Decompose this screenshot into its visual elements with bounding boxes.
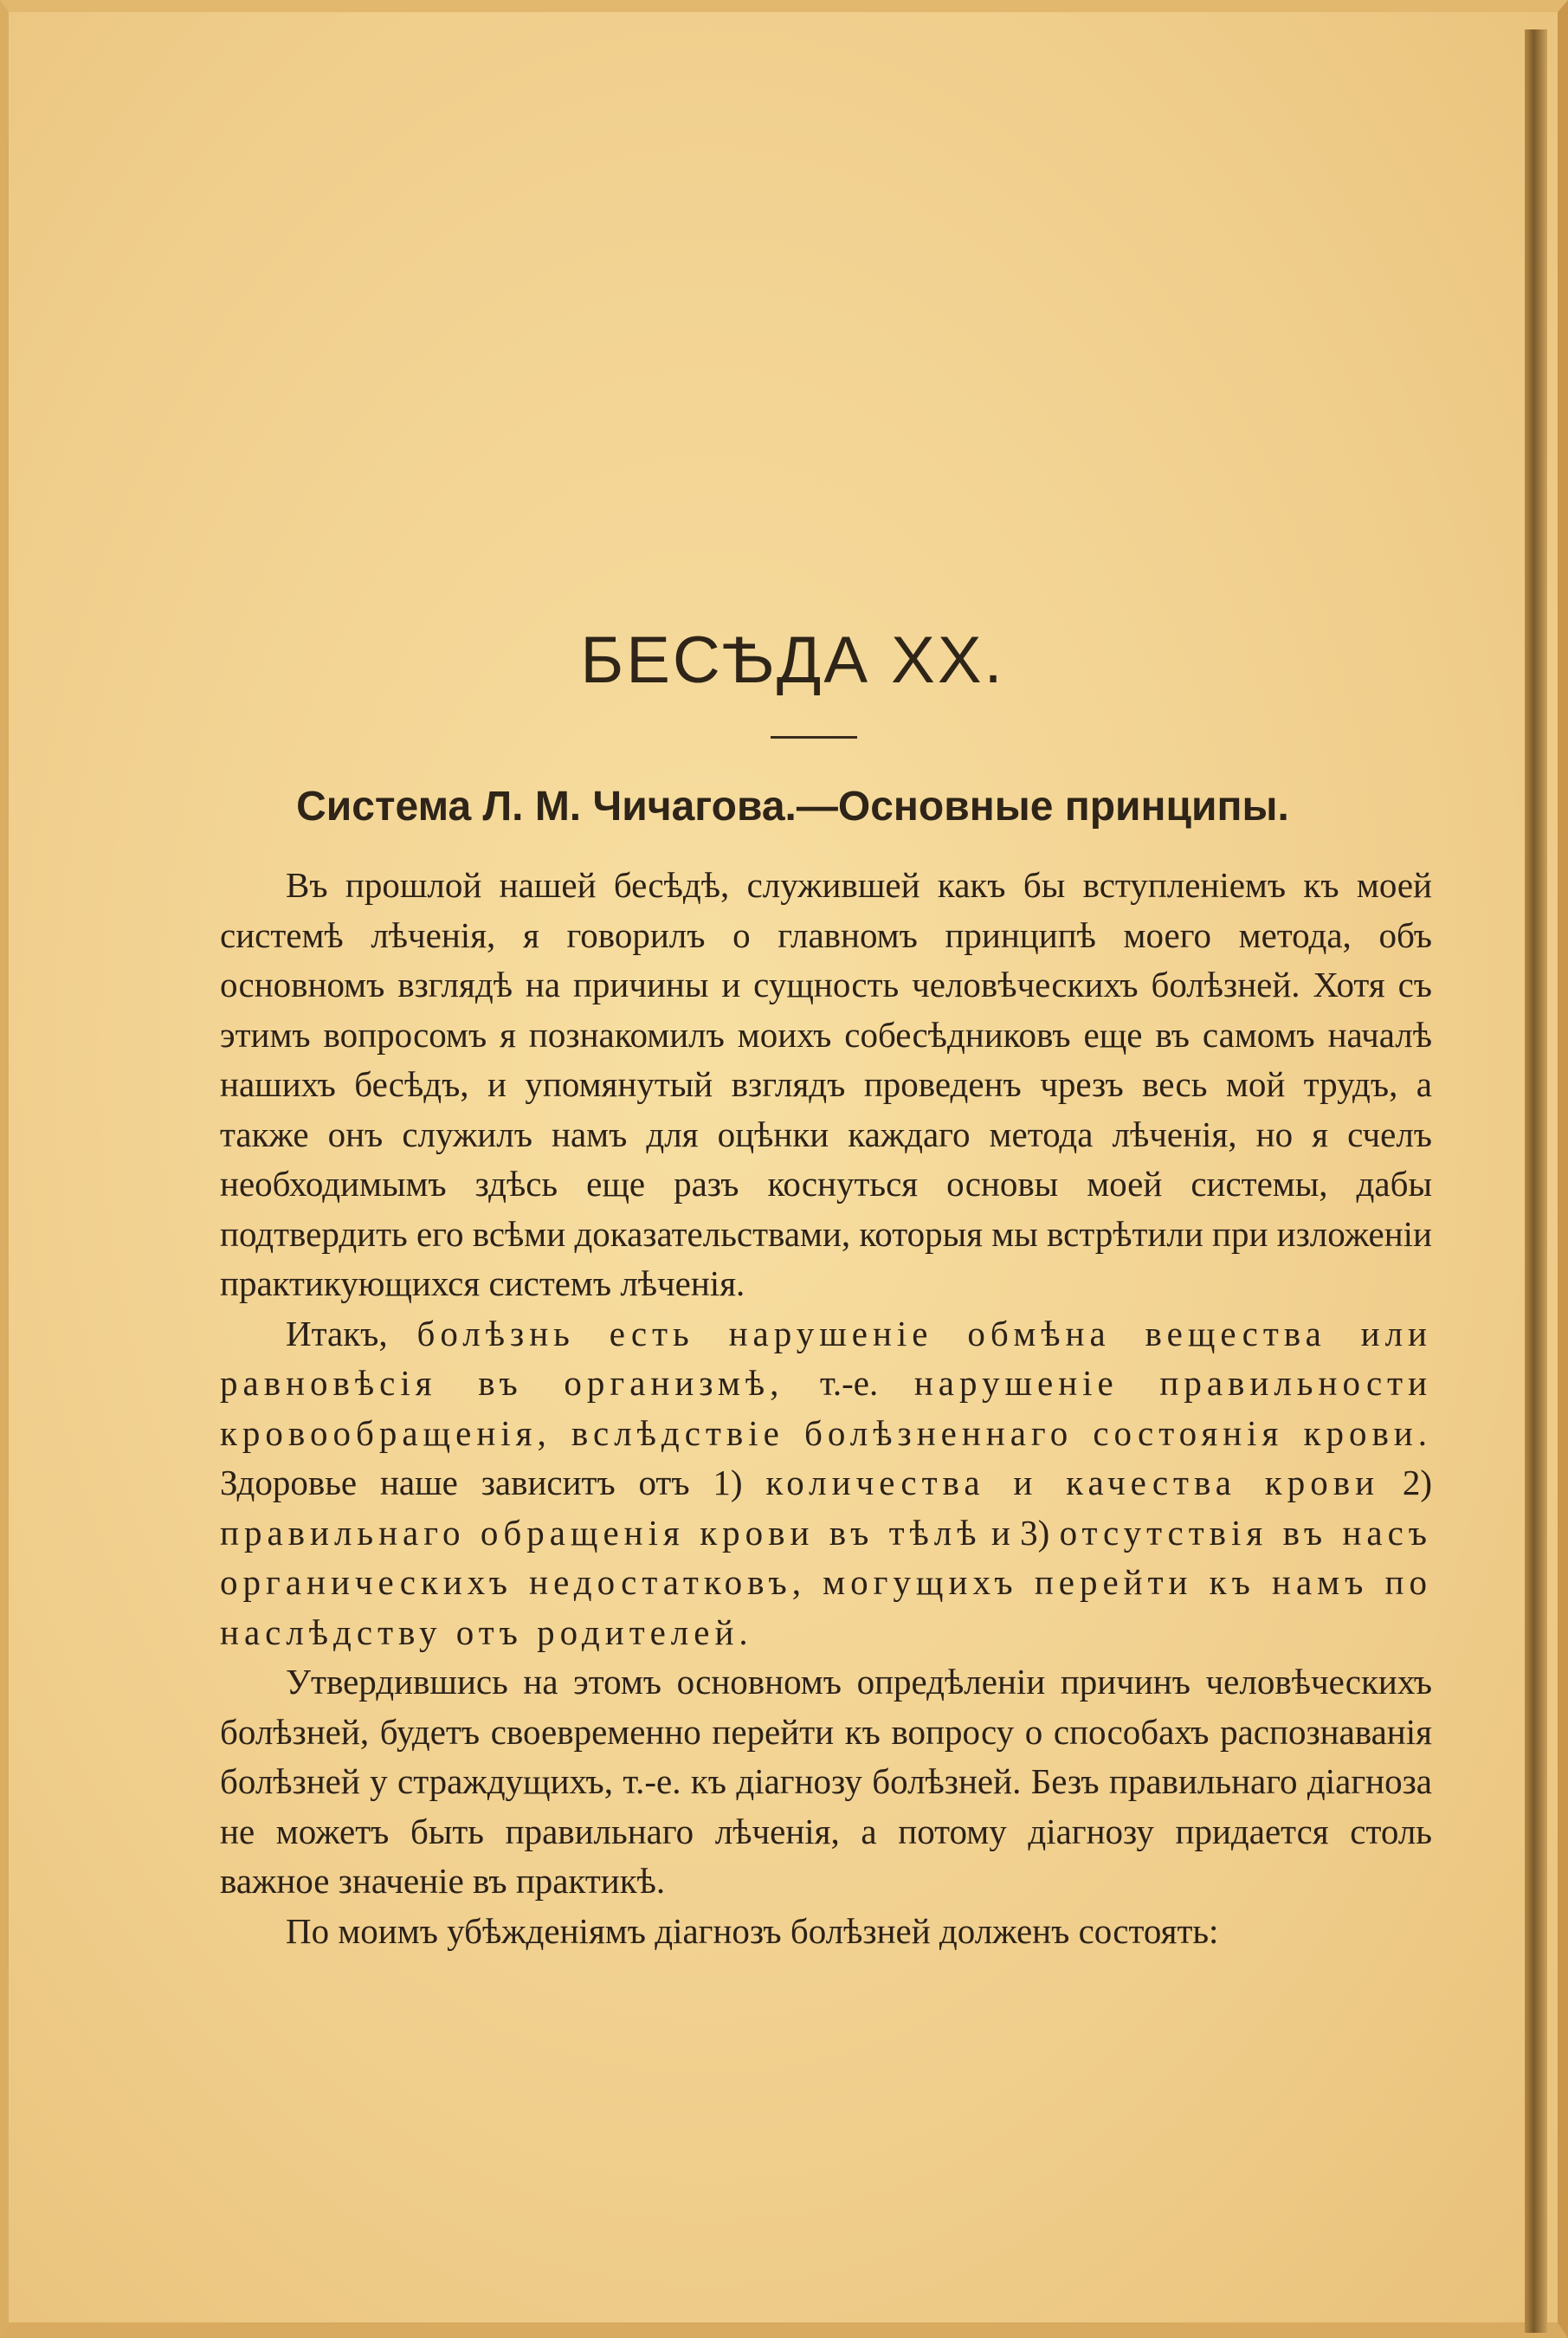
spaced-factor-3: отсутствія въ насъ органическихъ недостатковъ, могущихъ перейти къ намъ по наслѣдству отъ родителей.: [220, 1512, 1432, 1652]
paragraph-2-mid2: Здоровье наше зависитъ отъ 1): [220, 1463, 766, 1502]
paragraph-2-mid3: 2): [1379, 1463, 1432, 1502]
spaced-definition: болѣзнь есть нарушеніе обмѣна вещества или равновѣсія въ организмѣ,: [220, 1313, 1432, 1403]
spaced-definition-2: нарушеніе правильности кровообращенія, вслѣдствіе болѣзненнаго состоянія крови.: [220, 1363, 1433, 1453]
spaced-factor-1: количества и качества крови: [765, 1463, 1380, 1502]
paragraph-2-intro: Итакъ,: [286, 1313, 417, 1353]
spaced-factor-2: правильнаго обращенія крови въ тѣлѣ: [220, 1512, 982, 1553]
paragraph-1: Въ прошлой нашей бесѣдѣ, служившей какъ бы вступленіемъ къ моей системѣ лѣченія, я говорилъ о главномъ принципѣ моего метода, объ основномъ взглядѣ на причины и сущность человѣческихъ болѣзней. Хотя съ этимъ вопросомъ я познакомилъ моихъ собесѣдниковъ еще въ самомъ началѣ нашихъ бесѣдъ, и упомянутый взглядъ проведенъ чрезъ весь мой трудъ, а также онъ служилъ намъ для оцѣнки каждаго метода лѣченія, но я счелъ необходимымъ здѣсь еще разъ коснуться основы моей системы, дабы подтвердить его всѣми доказательствами, которыя мы встрѣтили при изложеніи практикующихся системъ лѣченія.: [220, 865, 1432, 1303]
paragraph-2-mid: т.-е.: [784, 1363, 914, 1403]
chapter-title: БЕСѢДА XX.: [580, 623, 1005, 697]
title-divider: [771, 736, 857, 739]
paragraph-4: По моимъ убѣжденіямъ діагнозъ болѣзней долженъ состоять:: [286, 1910, 1219, 1951]
paragraph-2-mid4: и 3): [981, 1512, 1060, 1553]
chapter-body: [220, 861, 1432, 1956]
paragraph-2: [220, 1309, 1432, 1658]
book-spine: [1525, 29, 1547, 2333]
chapter-subtitle: Система Л. М. Чичагова.—Основные принципы.: [296, 784, 1289, 830]
paragraph-3: Утвердившись на этомъ основномъ опредѣленіи причинъ человѣческихъ болѣзней, будетъ своевременно перейти къ вопросу о способахъ распознаванія болѣзней у страждущихъ, т.-е. къ діагнозу болѣзней. Безъ правильнаго діагноза не можетъ быть правильнаго лѣченія, а потому діагнозу придается столь важное значеніе въ практикѣ.: [220, 1662, 1432, 1901]
